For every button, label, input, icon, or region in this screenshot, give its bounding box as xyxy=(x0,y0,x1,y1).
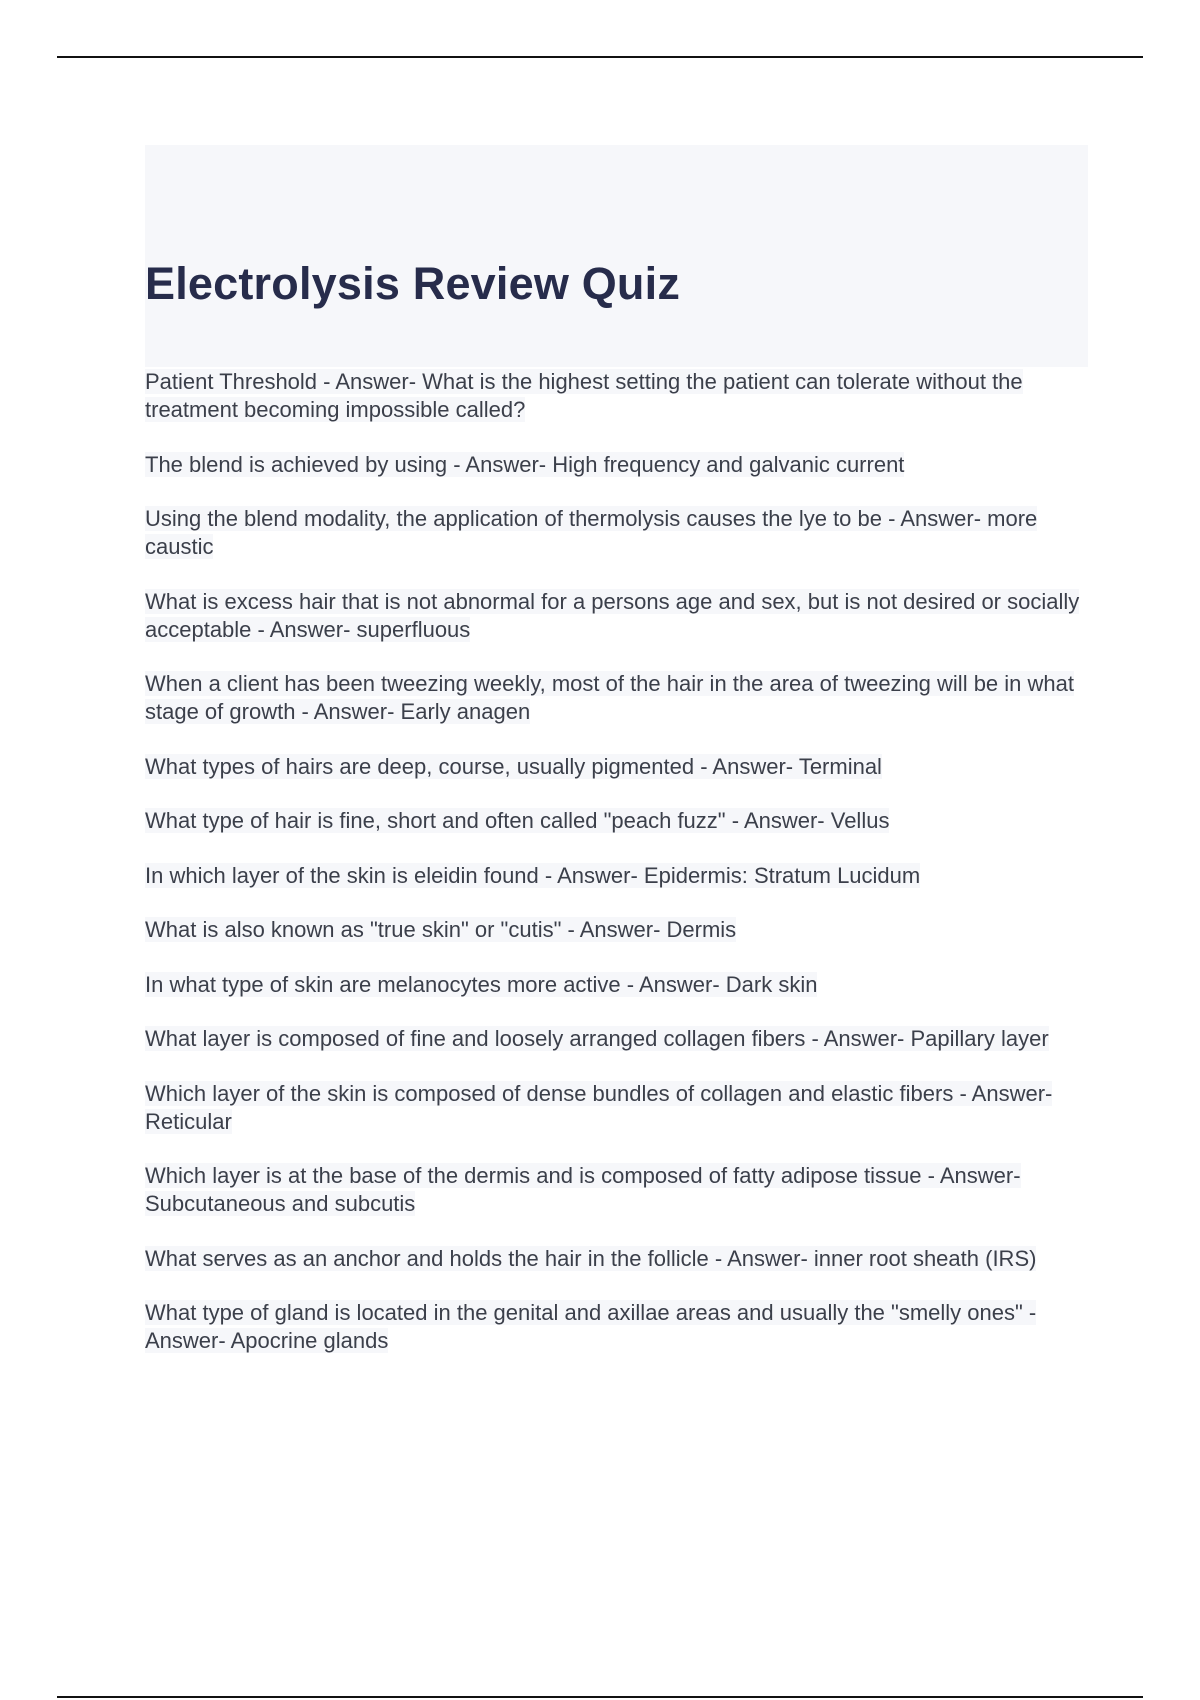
qa-text: The blend is achieved by using - Answer- High frequency and galvanic current xyxy=(145,451,905,477)
qa-item xyxy=(145,753,1095,781)
qa-text: Which layer of the skin is composed of dense bundles of collagen and elastic fibers - Answer- Reticular xyxy=(145,1080,1053,1134)
qa-text: In which layer of the skin is eleidin found - Answer- Epidermis: Stratum Lucidum xyxy=(145,862,921,888)
qa-item xyxy=(145,1025,1095,1053)
qa-text: What type of gland is located in the genital and axillae areas and usually the "smelly ones" - Answer- Apocrine glands xyxy=(145,1300,1037,1353)
qa-item xyxy=(145,670,1095,726)
qa-text: What layer is composed of fine and loosely arranged collagen fibers - Answer- Papillary layer xyxy=(145,1026,1049,1051)
qa-item xyxy=(145,1080,1095,1136)
page-title: Electrolysis Review Quiz xyxy=(145,258,681,309)
qa-item xyxy=(145,862,1095,890)
qa-text: What type of hair is fine, short and often called "peach fuzz" - Answer- Vellus xyxy=(145,808,890,833)
qa-item xyxy=(145,916,1095,944)
question-answer-list xyxy=(145,368,1095,1382)
qa-item xyxy=(145,588,1095,644)
qa-text: What is excess hair that is not abnormal for a persons age and sex, but is not desired or socially acceptable - Answer- superfluous xyxy=(145,588,1080,642)
qa-text: What types of hairs are deep, course, usually pigmented - Answer- Terminal xyxy=(145,753,882,779)
qa-item xyxy=(145,505,1095,561)
qa-text: In what type of skin are melanocytes more active - Answer- Dark skin xyxy=(145,971,818,997)
qa-item xyxy=(145,971,1095,999)
qa-text: Which layer is at the base of the dermis and is composed of fatty adipose tissue - Answer- Subcutaneous and subcutis xyxy=(145,1163,1021,1216)
qa-text: When a client has been tweezing weekly, most of the hair in the area of tweezing will be in what stage of growth - Answer- Early anagen xyxy=(145,671,1074,724)
qa-text: What is also known as "true skin" or "cutis" - Answer- Dermis xyxy=(145,917,737,942)
qa-text: What serves as an anchor and holds the hair in the follicle - Answer- inner root sheath (IRS) xyxy=(145,1245,1037,1271)
qa-text: Using the blend modality, the application of thermolysis causes the lye to be - Answer- more caustic xyxy=(145,506,1038,559)
qa-item xyxy=(145,1162,1095,1218)
qa-text: Patient Threshold - Answer- What is the highest setting the patient can tolerate without the treatment becoming impossible called? xyxy=(145,369,1023,422)
qa-item xyxy=(145,1299,1095,1355)
qa-item xyxy=(145,1245,1095,1273)
qa-item xyxy=(145,807,1095,835)
qa-item xyxy=(145,368,1095,424)
bottom-rule xyxy=(57,1696,1143,1698)
top-rule xyxy=(57,56,1143,58)
qa-item xyxy=(145,451,1095,479)
